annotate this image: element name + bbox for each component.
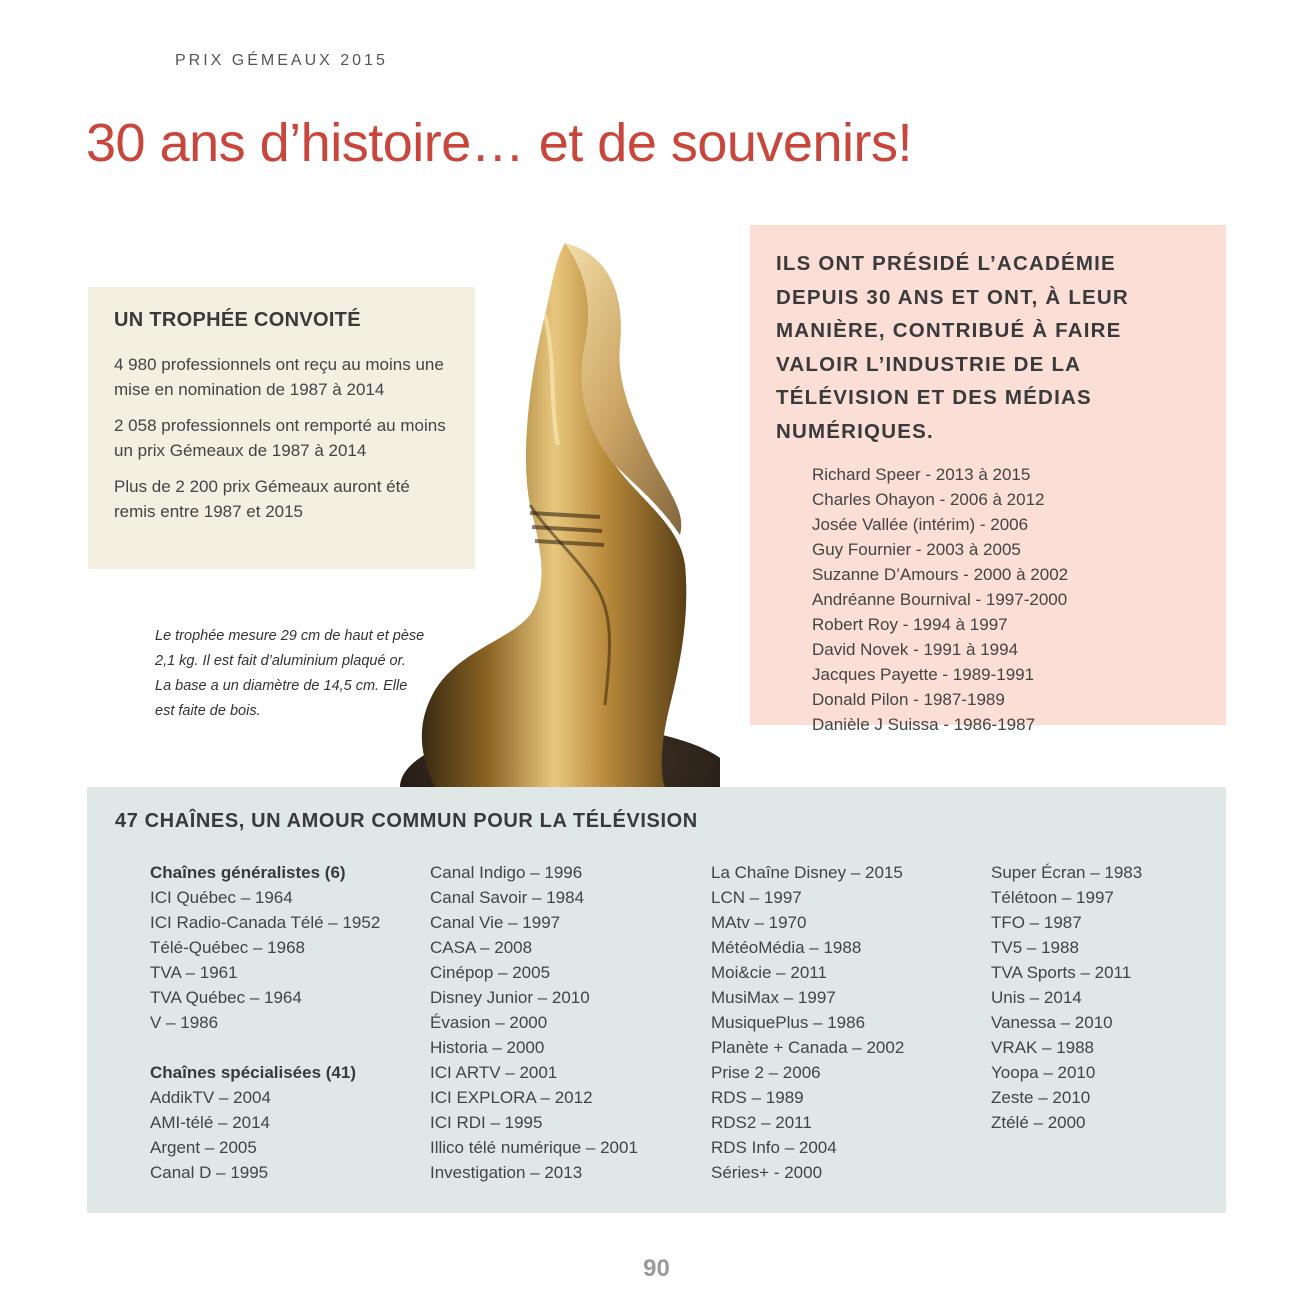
list-item: Canal Vie – 1997: [430, 913, 561, 932]
list-item: Unis – 2014: [991, 988, 1082, 1007]
list-item: Zeste – 2010: [991, 1088, 1091, 1107]
list-item: Robert Roy - 1994 à 1997: [812, 615, 1008, 634]
list-item: RDS2 – 2011: [711, 1113, 812, 1132]
presidents-list: [776, 462, 1202, 737]
spacer: [150, 1035, 380, 1060]
list-item: Illico télé numérique – 2001: [430, 1138, 638, 1157]
list-item: Planète + Canada – 2002: [711, 1038, 905, 1057]
list-item: CASA – 2008: [430, 938, 533, 957]
list-item: ICI ARTV – 2001: [430, 1063, 558, 1082]
specialized-subheading: Chaînes spécialisées (41): [150, 1063, 357, 1082]
list-item: MAtv – 1970: [711, 913, 807, 932]
list-item: Moi&cie – 2011: [711, 963, 827, 982]
list-item: TVA Québec – 1964: [150, 988, 302, 1007]
list-item: AddikTV – 2004: [150, 1088, 271, 1107]
list-item: ICI Radio-Canada Télé – 1952: [150, 913, 381, 932]
page-title: 30 ans d’histoire… et de souvenirs!: [86, 113, 912, 173]
list-item: Charles Ohayon - 2006 à 2012: [812, 490, 1045, 509]
list-item: MétéoMédia – 1988: [711, 938, 862, 957]
list-item: V – 1986: [150, 1013, 219, 1032]
trophy-image: [380, 235, 720, 787]
list-item: MusiMax – 1997: [711, 988, 836, 1007]
list-item: Disney Junior – 2010: [430, 988, 590, 1007]
list-item: Donald Pilon - 1987-1989: [812, 690, 1005, 709]
list-item: Cinépop – 2005: [430, 963, 551, 982]
list-item: Ztélé – 2000: [991, 1113, 1086, 1132]
list-item: Prise 2 – 2006: [711, 1063, 821, 1082]
generalist-subheading: Chaînes généralistes (6): [150, 863, 346, 882]
list-item: Super Écran – 1983: [991, 863, 1143, 882]
list-item: Josée Vallée (intérim) - 2006: [812, 515, 1029, 534]
channels-column-2: [430, 860, 638, 1185]
list-item: Canal D – 1995: [150, 1163, 269, 1182]
list-item: AMI-télé – 2014: [150, 1113, 271, 1132]
list-item: TVA Sports – 2011: [991, 963, 1132, 982]
list-item: Télé-Québec – 1968: [150, 938, 305, 957]
channels-column-1: [150, 860, 380, 1185]
list-item: Argent – 2005: [150, 1138, 257, 1157]
list-item: Vanessa – 2010: [991, 1013, 1113, 1032]
channels-column-4: [991, 860, 1142, 1135]
list-item: LCN – 1997: [711, 888, 802, 907]
list-item: RDS Info – 2004: [711, 1138, 837, 1157]
running-header: PRIX GÉMEAUX 2015: [175, 52, 388, 69]
presidents-heading: ILS ONT PRÉSIDÉ L’ACADÉMIE DEPUIS 30 ANS ET ONT, À LEUR MANIÈRE, CONTRIBUÉ À FAIRE VALOIR L’INDUSTRIE DE LA TÉLÉVISION ET DES MÉDIAS NUMÉRIQUES.: [776, 252, 1129, 443]
list-item: Évasion – 2000: [430, 1013, 548, 1032]
list-item: Historia – 2000: [430, 1038, 545, 1057]
list-item: TV5 – 1988: [991, 938, 1079, 957]
list-item: ICI RDI – 1995: [430, 1113, 543, 1132]
list-item: Yoopa – 2010: [991, 1063, 1096, 1082]
list-item: Danièle J Suissa - 1986-1987: [812, 715, 1036, 734]
list-item: Séries+ - 2000: [711, 1163, 823, 1182]
page-number: 90: [643, 1255, 670, 1282]
list-item: Andréanne Bournival - 1997-2000: [812, 590, 1068, 609]
list-item: David Novek - 1991 à 1994: [812, 640, 1019, 659]
list-item: Canal Savoir – 1984: [430, 888, 585, 907]
trophy-caption: Le trophée mesure 29 cm de haut et pèse 2,1 kg. Il est fait d’aluminium plaqué or. La base a un diamètre de 14,5 cm. Elle est faite de bois.: [155, 628, 425, 719]
list-item: VRAK – 1988: [991, 1038, 1095, 1057]
list-item: Investigation – 2013: [430, 1163, 583, 1182]
list-item: Canal Indigo – 1996: [430, 863, 583, 882]
list-item: Guy Fournier - 2003 à 2005: [812, 540, 1021, 559]
list-item: La Chaîne Disney – 2015: [711, 863, 903, 882]
presidents-box: [750, 225, 1226, 734]
list-item: Jacques Payette - 1989-1991: [812, 665, 1035, 684]
list-item: TVA – 1961: [150, 963, 238, 982]
list-item: TFO – 1987: [991, 913, 1082, 932]
channels-box: [87, 787, 1226, 1213]
list-item: Télétoon – 1997: [991, 888, 1114, 907]
list-item: Richard Speer - 2013 à 2015: [812, 465, 1031, 484]
trophy-stat-paragraph: 4 980 professionnels ont reçu au moins une mise en nomination de 1987 à 2014: [114, 355, 444, 399]
list-item: Suzanne D’Amours - 2000 à 2002: [812, 565, 1069, 584]
list-item: ICI EXPLORA – 2012: [430, 1088, 593, 1107]
channels-heading: 47 CHAÎNES, UN AMOUR COMMUN POUR LA TÉLÉVISION: [115, 810, 698, 832]
channels-column-3: [711, 860, 904, 1185]
list-item: MusiquePlus – 1986: [711, 1013, 866, 1032]
list-item: RDS – 1989: [711, 1088, 804, 1107]
trophy-stat-paragraph: Plus de 2 200 prix Gémeaux auront été remis entre 1987 et 2015: [114, 477, 410, 521]
trophy-box-heading: UN TROPHÉE CONVOITÉ: [114, 309, 361, 331]
list-item: ICI Québec – 1964: [150, 888, 293, 907]
trophy-stat-paragraph: 2 058 professionnels ont remporté au moins un prix Gémeaux de 1987 à 2014: [114, 416, 446, 460]
